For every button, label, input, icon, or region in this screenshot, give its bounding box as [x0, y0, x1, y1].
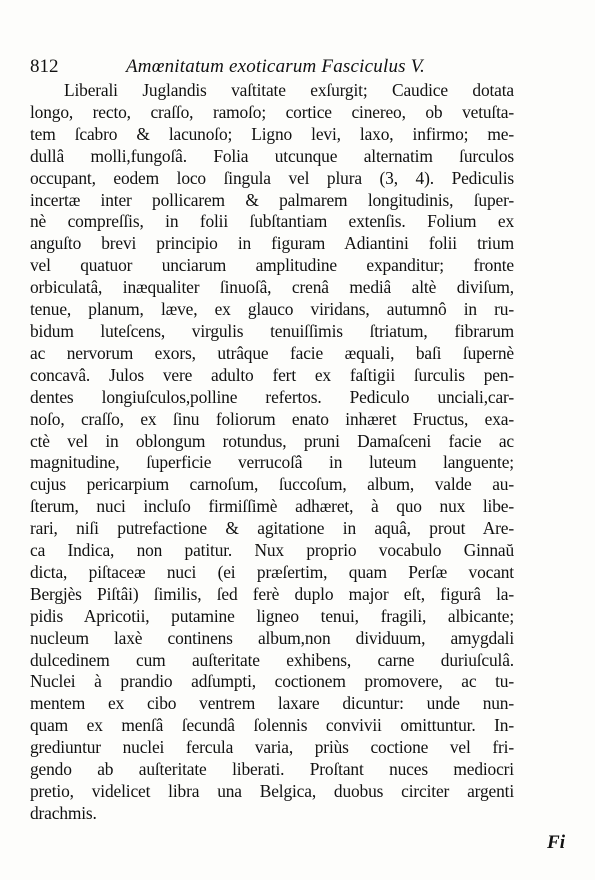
text-line: ca Indica, non patitur. Nux proprio vocabulo Ginnaŭ [30, 540, 514, 561]
text-line: cujus pericarpium carnoſum, ſuccoſum, album, valde au- [30, 474, 514, 495]
text-line: ctè vel in oblongum rotundus, pruni Damaſceni facie ac [30, 430, 514, 451]
text-line: occupant, eodem loco ſingula vel plura (3, 4). Pediculis [30, 167, 514, 188]
text-line: dicta, piſtaceæ nuci (ei præſertim, quam Perſæ vocant [30, 561, 514, 582]
text-line: nè compreſſis, in folii ſubſtantiam extenſis. Folium ex [30, 211, 514, 232]
text-line: vel quatuor unciarum amplitudine expanditur; fronte [30, 255, 514, 276]
page-number: 812 [30, 56, 59, 77]
text-line: ſterum, nuci incluſo firmiſſimè adhæret, à quo nux libe- [30, 496, 514, 517]
text-line: Bergjès Piſtâi) ſimilis, ſed ferè duplo major eſt, figurâ la- [30, 583, 514, 604]
text-line: drachmis. [30, 802, 97, 823]
text-line: Liberali Juglandis vaſtitate exſurgit; Caudice dotata [64, 80, 514, 100]
text-line: rari, niſi putrefactione & agitatione in aquâ, prout Are- [30, 518, 514, 539]
text-line: bidum luteſcens, virgulis tenuiſſimis ſtriatum, fibrarum [30, 320, 514, 341]
text-line: tenue, planum, læve, ex glauco viridans, autumnô in ru- [30, 299, 514, 320]
text-line: anguſto brevi principio in figuram Adiantini folii trium [30, 233, 514, 254]
text-line: incertæ inter pollicarem & palmarem longitudinis, ſuper- [30, 189, 514, 210]
text-line: concavâ. Julos vere adulto fert ex faſtigii ſurculis pen- [30, 364, 514, 385]
text-line: dentes longiuſculos,polline refertos. Pediculo unciali,car- [30, 386, 514, 407]
text-line: pidis Apricotii, putamine ligneo tenui, fragili, albicante; [30, 605, 514, 626]
text-line: mentem ex cibo ventrem laxare dicuntur: unde nun- [30, 693, 514, 714]
text-line: longo, recto, craſſo, ramoſo; cortice cinereo, ob vetuſta- [30, 101, 514, 122]
text-line: quam ex menſâ ſecundâ ſolennis convivii omittuntur. In- [30, 715, 514, 736]
text-line: ac nervorum exors, utrâque facie æquali, baſi ſupernè [30, 342, 514, 363]
text-line: dulcedinem cum auſteritate exhibens, carne duriuſculâ. [30, 649, 514, 670]
text-line: grediuntur nuclei fercula varia, priùs coctione vel fri- [30, 737, 514, 758]
text-line: Nuclei à prandio adſumpti, coctionem promovere, ac tu- [30, 671, 514, 692]
page-header [30, 54, 514, 80]
catchword: Fi [547, 832, 565, 853]
text-line: magnitudine, ſuperficie verrucoſâ in luteum languente; [30, 452, 514, 473]
running-head: Amœnitatum exoticarum Fasciculus V. [126, 56, 426, 77]
text-line: nucleum laxè continens album,non dividuum, amygdali [30, 627, 514, 648]
text-line: tem ſcabro & lacunoſo; Ligno levi, laxo, infirmo; me- [30, 123, 514, 144]
text-line: pretio, videlicet libra una Belgica, duobus circiter argenti [30, 781, 514, 801]
text-line: dullâ molli,fungoſâ. Folia utcunque alternatim ſurculos [30, 145, 514, 166]
body-text [30, 80, 514, 825]
text-line: noſo, craſſo, ex ſinu foliorum enato inhæret Fructus, exa- [30, 408, 514, 429]
text-line: orbiculatâ, inæqualiter ſinuoſâ, crenâ mediâ altè diviſum, [30, 277, 514, 298]
text-line: gendo ab auſteritate liberati. Proſtant nuces mediocri [30, 759, 514, 780]
